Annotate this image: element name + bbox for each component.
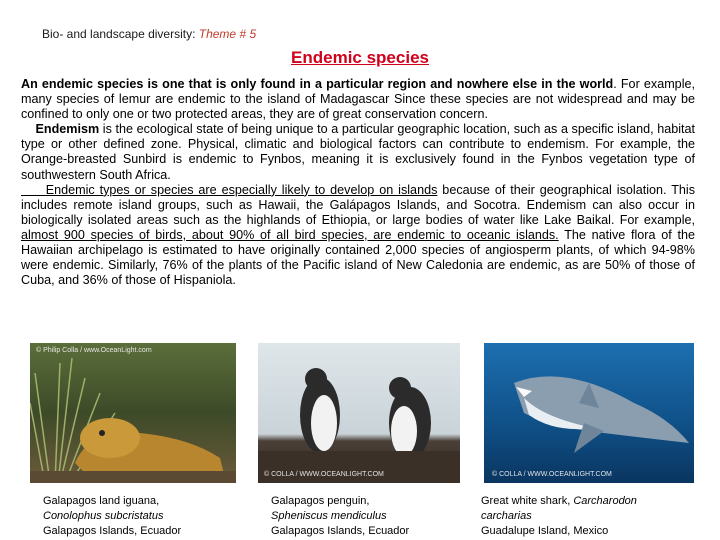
penguins-illustration: [258, 343, 460, 483]
theme-number: Theme # 5: [198, 27, 257, 41]
shark-caption: [481, 494, 701, 539]
endemism-bold: Endemism: [35, 122, 100, 137]
definition-bold: An endemic species is one that is only found in a particular region and nowhere else in the world: [21, 77, 614, 91]
page-title: Endemic species: [291, 48, 429, 67]
endemism-text: is the ecological state of being unique to a particular geographic location, such as a specific island, habitat type or other defined zone. Physical, climatic and biological factors can contribute to endemism. For example, the Orange-breasted Sunbird is endemic to Fynbos, meaning it is exclusively found in the Fynbos vegetation type of southwestern South Africa.: [21, 122, 696, 182]
caption-scientific-name: Spheniscus mendiculus: [271, 510, 387, 522]
paragraph-islands: [21, 183, 695, 289]
penguin-caption: [271, 494, 471, 539]
iguana-photo: [30, 343, 236, 483]
caption-common-name: Galapagos land iguana,: [43, 495, 160, 507]
definition-text: . For example, many species of lemur are endemic to the island of Madagascar Since these species are not widespread and may be confined to only one or two protected areas, they are of great conservation concern.: [21, 77, 695, 122]
caption-genus: Carcharodon: [573, 495, 637, 507]
penguin-credit: © COLLA / WWW.OCEANLIGHT.COM: [264, 471, 384, 478]
caption-scientific-name: carcharias: [481, 510, 532, 522]
caption-common-name: Galapagos penguin,: [271, 495, 370, 507]
caption-location: Galapagos Islands, Ecuador: [43, 525, 182, 537]
paragraph-definition: [21, 77, 695, 122]
shark-photo: [484, 343, 694, 483]
islands-underlined: Endemic types or species are especially likely to develop on islands: [45, 182, 438, 197]
iguana-credit: © Philip Colla / www.OceanLight.com: [36, 347, 152, 354]
iguana-illustration: [30, 343, 236, 483]
caption-location: Guadalupe Island, Mexico: [481, 525, 609, 537]
shark-illustration: [484, 343, 694, 483]
penguin-photo: [258, 343, 460, 483]
islands-text: because of their geographical isolation. This includes remote island groups, such as Hawaii, the Galápagos Islands, and Socotra. Endemism can also occur in biologically isolated areas such as the highlands of Ethiopia, or large bodies of water like Lake Baikal. For example,: [21, 182, 695, 227]
caption-common-name: [481, 494, 701, 509]
flora-text: The native flora of the Hawaiian archipelago is estimated to have originally contained 2,000 species of angiosperm plants, of which 94-98% were endemic. Similarly, 76% of the plants of the Pacific island of New Caledonia are endemic, as are 50% of those of Cuba, and 36% of those of Hispaniola.: [21, 227, 695, 288]
paragraph-endemism: [21, 122, 695, 182]
shark-credit: © COLLA / WWW.OCEANLIGHT.COM: [492, 471, 612, 478]
birds-underlined: almost 900 species of birds, about 90% of all bird species, are endemic to oceanic islands.: [21, 227, 559, 242]
theme-header: [42, 27, 256, 41]
body-text: [21, 77, 695, 288]
caption-name-part: Great white shark,: [481, 495, 574, 507]
iguana-caption: [43, 494, 243, 539]
header-prefix: Bio- and landscape diversity:: [42, 27, 199, 41]
caption-scientific-name: Conolophus subcristatus: [43, 510, 164, 522]
caption-location: Galapagos Islands, Ecuador: [271, 525, 410, 537]
